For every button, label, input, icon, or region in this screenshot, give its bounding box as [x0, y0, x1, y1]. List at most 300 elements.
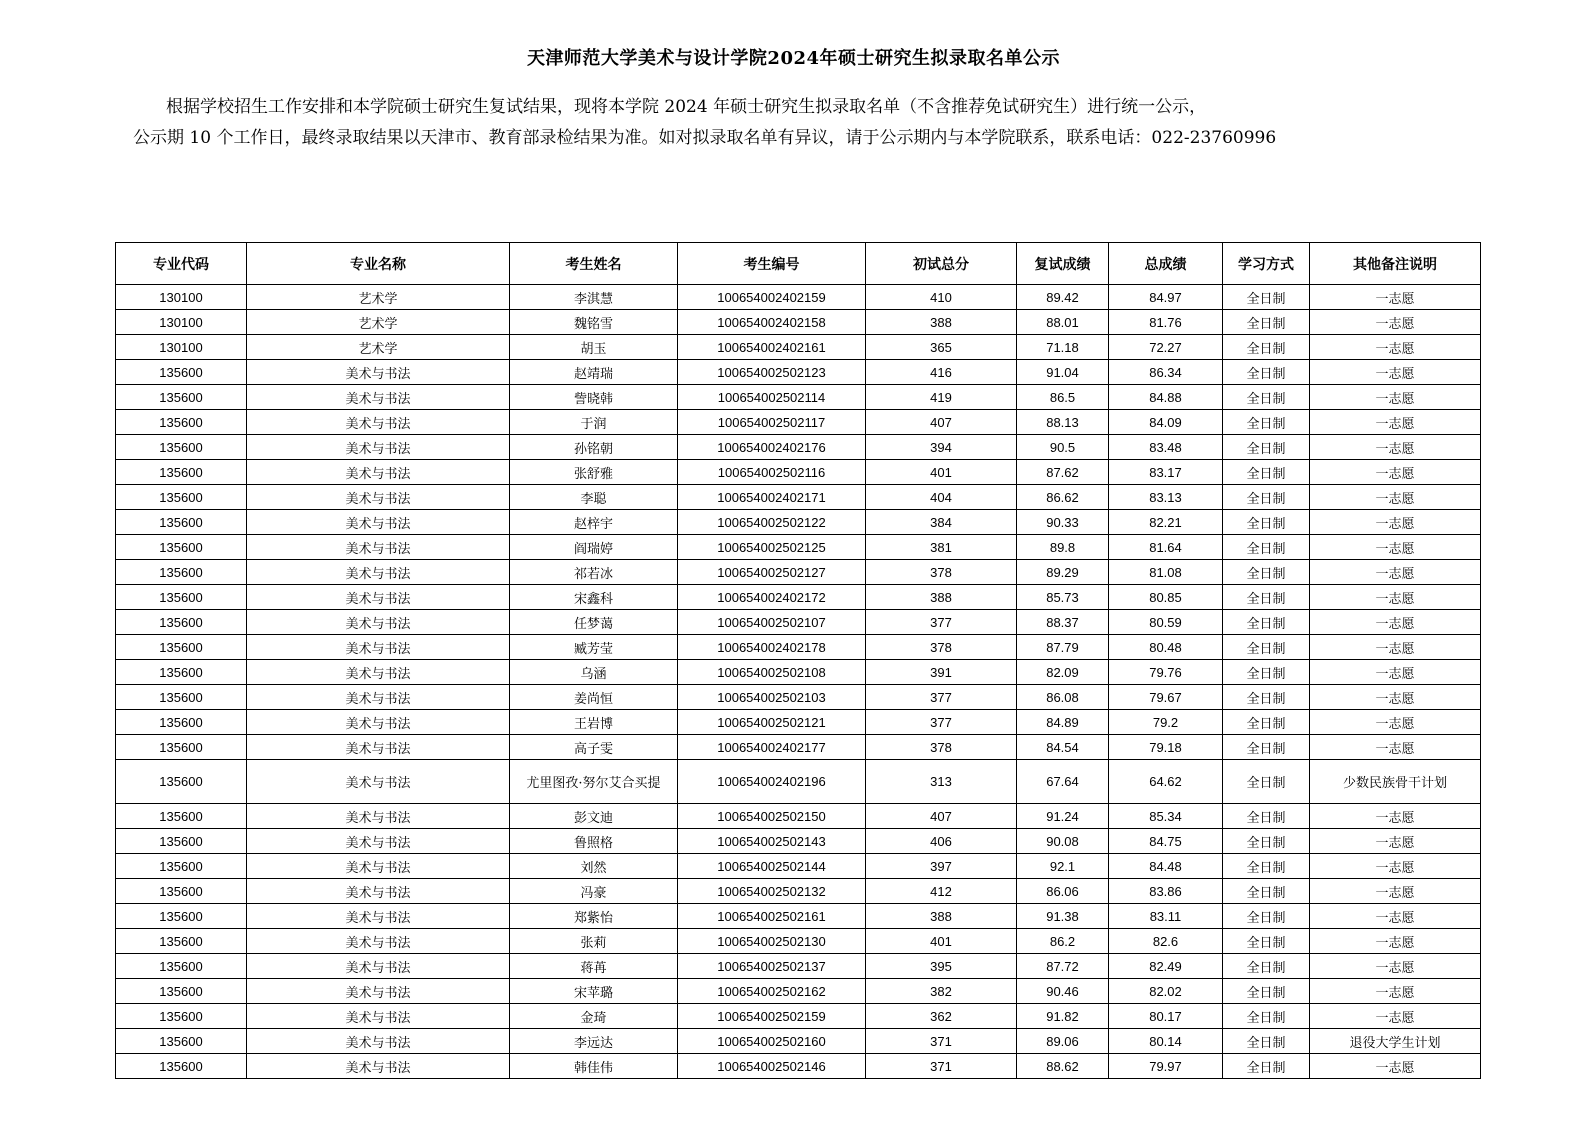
- candidate-name-cell: 李聪: [510, 485, 678, 510]
- study-mode-cell: 全日制: [1223, 535, 1310, 560]
- total-score-cell: 64.62: [1109, 760, 1223, 804]
- table-row: [116, 660, 1481, 685]
- candidate-number-cell: 100654002502161: [678, 904, 866, 929]
- total-score-cell: 82.6: [1109, 929, 1223, 954]
- total-score-cell: 86.34: [1109, 360, 1223, 385]
- major-name-cell: 美术与书法: [247, 879, 510, 904]
- major-name-cell: 美术与书法: [247, 610, 510, 635]
- initial-score-cell: 412: [866, 879, 1017, 904]
- major-code-cell: 135600: [116, 685, 247, 710]
- candidate-number-cell: 100654002502132: [678, 879, 866, 904]
- major-code-cell: 135600: [116, 360, 247, 385]
- total-score-cell: 83.17: [1109, 460, 1223, 485]
- major-code-cell: 135600: [116, 804, 247, 829]
- major-name-cell: 美术与书法: [247, 560, 510, 585]
- remarks-cell: 一志愿: [1310, 435, 1481, 460]
- study-mode-cell: 全日制: [1223, 760, 1310, 804]
- table-row: [116, 760, 1481, 804]
- major-name-cell: 美术与书法: [247, 760, 510, 804]
- study-mode-cell: 全日制: [1223, 954, 1310, 979]
- major-name-cell: 美术与书法: [247, 635, 510, 660]
- header-total-score: 总成绩: [1109, 243, 1223, 285]
- retest-score-cell: 90.33: [1017, 510, 1109, 535]
- candidate-number-cell: 100654002502150: [678, 804, 866, 829]
- major-code-cell: 135600: [116, 879, 247, 904]
- total-score-cell: 82.02: [1109, 979, 1223, 1004]
- study-mode-cell: 全日制: [1223, 854, 1310, 879]
- major-code-cell: 135600: [116, 760, 247, 804]
- major-code-cell: 135600: [116, 854, 247, 879]
- total-score-cell: 81.76: [1109, 310, 1223, 335]
- candidate-name-cell: 郑紫怡: [510, 904, 678, 929]
- study-mode-cell: 全日制: [1223, 1054, 1310, 1079]
- major-code-cell: 130100: [116, 335, 247, 360]
- major-code-cell: 135600: [116, 510, 247, 535]
- total-score-cell: 72.27: [1109, 335, 1223, 360]
- table-row: [116, 954, 1481, 979]
- retest-score-cell: 87.79: [1017, 635, 1109, 660]
- candidate-number-cell: 100654002402176: [678, 435, 866, 460]
- major-code-cell: 135600: [116, 435, 247, 460]
- major-name-cell: 美术与书法: [247, 979, 510, 1004]
- initial-score-cell: 378: [866, 635, 1017, 660]
- header-candidate-number: 考生编号: [678, 243, 866, 285]
- remarks-cell: 一志愿: [1310, 929, 1481, 954]
- remarks-cell: 一志愿: [1310, 610, 1481, 635]
- study-mode-cell: 全日制: [1223, 879, 1310, 904]
- initial-score-cell: 371: [866, 1054, 1017, 1079]
- candidate-name-cell: 阎瑞婷: [510, 535, 678, 560]
- table-row: [116, 904, 1481, 929]
- retest-score-cell: 91.04: [1017, 360, 1109, 385]
- candidate-number-cell: 100654002502130: [678, 929, 866, 954]
- study-mode-cell: 全日制: [1223, 735, 1310, 760]
- candidate-name-cell: 张莉: [510, 929, 678, 954]
- candidate-name-cell: 胡玉: [510, 335, 678, 360]
- major-code-cell: 135600: [116, 1029, 247, 1054]
- major-code-cell: 135600: [116, 904, 247, 929]
- initial-score-cell: 401: [866, 929, 1017, 954]
- study-mode-cell: 全日制: [1223, 560, 1310, 585]
- total-score-cell: 80.14: [1109, 1029, 1223, 1054]
- header-major-name: 专业名称: [247, 243, 510, 285]
- retest-score-cell: 82.09: [1017, 660, 1109, 685]
- remarks-cell: 一志愿: [1310, 979, 1481, 1004]
- remarks-cell: 一志愿: [1310, 410, 1481, 435]
- table-row: [116, 485, 1481, 510]
- major-code-cell: 135600: [116, 1054, 247, 1079]
- candidate-name-cell: 李淇慧: [510, 285, 678, 310]
- table-row: [116, 735, 1481, 760]
- major-name-cell: 美术与书法: [247, 1029, 510, 1054]
- remarks-cell: 一志愿: [1310, 854, 1481, 879]
- retest-score-cell: 86.06: [1017, 879, 1109, 904]
- major-code-cell: 135600: [116, 979, 247, 1004]
- total-score-cell: 79.76: [1109, 660, 1223, 685]
- candidate-name-cell: 韩佳伟: [510, 1054, 678, 1079]
- major-name-cell: 美术与书法: [247, 1004, 510, 1029]
- remarks-cell: 一志愿: [1310, 735, 1481, 760]
- total-score-cell: 80.59: [1109, 610, 1223, 635]
- candidate-name-cell: 冯豪: [510, 879, 678, 904]
- header-study-mode: 学习方式: [1223, 243, 1310, 285]
- retest-score-cell: 87.62: [1017, 460, 1109, 485]
- candidate-name-cell: 魏铭雪: [510, 310, 678, 335]
- candidate-name-cell: 李远达: [510, 1029, 678, 1054]
- major-code-cell: 135600: [116, 385, 247, 410]
- remarks-cell: 一志愿: [1310, 460, 1481, 485]
- table-row: [116, 435, 1481, 460]
- total-score-cell: 83.13: [1109, 485, 1223, 510]
- retest-score-cell: 86.08: [1017, 685, 1109, 710]
- admission-table: [115, 242, 1481, 1079]
- major-name-cell: 美术与书法: [247, 954, 510, 979]
- retest-score-cell: 92.1: [1017, 854, 1109, 879]
- candidate-number-cell: 100654002402159: [678, 285, 866, 310]
- remarks-cell: 一志愿: [1310, 510, 1481, 535]
- remarks-cell: 一志愿: [1310, 585, 1481, 610]
- remarks-cell: 一志愿: [1310, 685, 1481, 710]
- retest-score-cell: 86.2: [1017, 929, 1109, 954]
- major-name-cell: 美术与书法: [247, 735, 510, 760]
- table-row: [116, 829, 1481, 854]
- candidate-name-cell: 尤里图孜·努尔艾合买提: [510, 760, 678, 804]
- study-mode-cell: 全日制: [1223, 1004, 1310, 1029]
- major-name-cell: 美术与书法: [247, 385, 510, 410]
- initial-score-cell: 362: [866, 1004, 1017, 1029]
- study-mode-cell: 全日制: [1223, 510, 1310, 535]
- candidate-number-cell: 100654002502162: [678, 979, 866, 1004]
- candidate-name-cell: 赵靖瑞: [510, 360, 678, 385]
- table-row: [116, 804, 1481, 829]
- candidate-name-cell: 蒋苒: [510, 954, 678, 979]
- retest-score-cell: 89.29: [1017, 560, 1109, 585]
- table-row: [116, 610, 1481, 635]
- total-score-cell: 79.18: [1109, 735, 1223, 760]
- major-name-cell: 美术与书法: [247, 510, 510, 535]
- table-header-row: [116, 243, 1481, 285]
- candidate-number-cell: 100654002502125: [678, 535, 866, 560]
- candidate-name-cell: 刘然: [510, 854, 678, 879]
- initial-score-cell: 401: [866, 460, 1017, 485]
- candidate-number-cell: 100654002402177: [678, 735, 866, 760]
- major-name-cell: 艺术学: [247, 285, 510, 310]
- remarks-cell: 一志愿: [1310, 879, 1481, 904]
- initial-score-cell: 388: [866, 585, 1017, 610]
- candidate-number-cell: 100654002402161: [678, 335, 866, 360]
- intro-paragraph: [0, 92, 1587, 154]
- initial-score-cell: 377: [866, 685, 1017, 710]
- major-code-cell: 135600: [116, 485, 247, 510]
- retest-score-cell: 91.82: [1017, 1004, 1109, 1029]
- table-row: [116, 854, 1481, 879]
- major-code-cell: 130100: [116, 285, 247, 310]
- candidate-name-cell: 赵梓宇: [510, 510, 678, 535]
- retest-score-cell: 85.73: [1017, 585, 1109, 610]
- study-mode-cell: 全日制: [1223, 585, 1310, 610]
- candidate-number-cell: 100654002502108: [678, 660, 866, 685]
- candidate-name-cell: 宋鑫科: [510, 585, 678, 610]
- study-mode-cell: 全日制: [1223, 310, 1310, 335]
- candidate-number-cell: 100654002502144: [678, 854, 866, 879]
- remarks-cell: 一志愿: [1310, 635, 1481, 660]
- initial-score-cell: 397: [866, 854, 1017, 879]
- initial-score-cell: 384: [866, 510, 1017, 535]
- major-code-cell: 135600: [116, 460, 247, 485]
- table-row: [116, 879, 1481, 904]
- major-name-cell: 美术与书法: [247, 904, 510, 929]
- total-score-cell: 79.97: [1109, 1054, 1223, 1079]
- header-remarks: 其他备注说明: [1310, 243, 1481, 285]
- table-row: [116, 1004, 1481, 1029]
- candidate-name-cell: 金琦: [510, 1004, 678, 1029]
- candidate-name-cell: 王岩博: [510, 710, 678, 735]
- candidate-name-cell: 于润: [510, 410, 678, 435]
- retest-score-cell: 90.46: [1017, 979, 1109, 1004]
- retest-score-cell: 86.5: [1017, 385, 1109, 410]
- candidate-number-cell: 100654002502160: [678, 1029, 866, 1054]
- major-name-cell: 美术与书法: [247, 829, 510, 854]
- remarks-cell: 一志愿: [1310, 1004, 1481, 1029]
- study-mode-cell: 全日制: [1223, 804, 1310, 829]
- major-name-cell: 美术与书法: [247, 435, 510, 460]
- candidate-number-cell: 100654002502117: [678, 410, 866, 435]
- major-name-cell: 美术与书法: [247, 360, 510, 385]
- remarks-cell: 一志愿: [1310, 385, 1481, 410]
- table-row: [116, 635, 1481, 660]
- study-mode-cell: 全日制: [1223, 904, 1310, 929]
- candidate-number-cell: 100654002502159: [678, 1004, 866, 1029]
- major-name-cell: 艺术学: [247, 310, 510, 335]
- initial-score-cell: 381: [866, 535, 1017, 560]
- candidate-name-cell: 鲁照格: [510, 829, 678, 854]
- candidate-name-cell: 张舒雅: [510, 460, 678, 485]
- retest-score-cell: 89.42: [1017, 285, 1109, 310]
- study-mode-cell: 全日制: [1223, 660, 1310, 685]
- retest-score-cell: 91.24: [1017, 804, 1109, 829]
- remarks-cell: 少数民族骨干计划: [1310, 760, 1481, 804]
- study-mode-cell: 全日制: [1223, 460, 1310, 485]
- total-score-cell: 81.08: [1109, 560, 1223, 585]
- major-name-cell: 美术与书法: [247, 660, 510, 685]
- retest-score-cell: 88.01: [1017, 310, 1109, 335]
- major-name-cell: 美术与书法: [247, 854, 510, 879]
- total-score-cell: 82.49: [1109, 954, 1223, 979]
- major-code-cell: 135600: [116, 635, 247, 660]
- candidate-name-cell: 彭文迪: [510, 804, 678, 829]
- candidate-name-cell: 任梦蔼: [510, 610, 678, 635]
- header-retest-score: 复试成绩: [1017, 243, 1109, 285]
- candidate-number-cell: 100654002502121: [678, 710, 866, 735]
- total-score-cell: 84.75: [1109, 829, 1223, 854]
- retest-score-cell: 71.18: [1017, 335, 1109, 360]
- table-row: [116, 360, 1481, 385]
- table-row: [116, 510, 1481, 535]
- initial-score-cell: 313: [866, 760, 1017, 804]
- major-code-cell: 135600: [116, 585, 247, 610]
- study-mode-cell: 全日制: [1223, 485, 1310, 510]
- total-score-cell: 85.34: [1109, 804, 1223, 829]
- initial-score-cell: 388: [866, 904, 1017, 929]
- retest-score-cell: 67.64: [1017, 760, 1109, 804]
- study-mode-cell: 全日制: [1223, 710, 1310, 735]
- header-initial-score: 初试总分: [866, 243, 1017, 285]
- study-mode-cell: 全日制: [1223, 979, 1310, 1004]
- table-row: [116, 410, 1481, 435]
- retest-score-cell: 90.5: [1017, 435, 1109, 460]
- candidate-name-cell: 訾晓韩: [510, 385, 678, 410]
- retest-score-cell: 88.62: [1017, 1054, 1109, 1079]
- table-row: [116, 585, 1481, 610]
- candidate-number-cell: 100654002402158: [678, 310, 866, 335]
- table-row: [116, 1054, 1481, 1079]
- table-row: [116, 929, 1481, 954]
- table-row: [116, 710, 1481, 735]
- table-row: [116, 979, 1481, 1004]
- initial-score-cell: 382: [866, 979, 1017, 1004]
- total-score-cell: 83.11: [1109, 904, 1223, 929]
- study-mode-cell: 全日制: [1223, 829, 1310, 854]
- candidate-number-cell: 100654002402178: [678, 635, 866, 660]
- retest-score-cell: 84.89: [1017, 710, 1109, 735]
- table-row: [116, 560, 1481, 585]
- study-mode-cell: 全日制: [1223, 435, 1310, 460]
- major-code-cell: 135600: [116, 929, 247, 954]
- intro-line-2: 公示期 10 个工作日，最终录取结果以天津市、教育部录检结果为准。如对拟录取名单有异议，请于公示期内与本学院联系，联系电话：022-23760996: [133, 128, 1277, 148]
- total-score-cell: 84.48: [1109, 854, 1223, 879]
- initial-score-cell: 404: [866, 485, 1017, 510]
- retest-score-cell: 88.13: [1017, 410, 1109, 435]
- major-name-cell: 美术与书法: [247, 685, 510, 710]
- remarks-cell: 一志愿: [1310, 829, 1481, 854]
- candidate-name-cell: 姜尚恒: [510, 685, 678, 710]
- total-score-cell: 80.17: [1109, 1004, 1223, 1029]
- initial-score-cell: 378: [866, 560, 1017, 585]
- remarks-cell: 一志愿: [1310, 660, 1481, 685]
- total-score-cell: 79.2: [1109, 710, 1223, 735]
- candidate-number-cell: 100654002502146: [678, 1054, 866, 1079]
- candidate-name-cell: 孙铭朝: [510, 435, 678, 460]
- total-score-cell: 83.86: [1109, 879, 1223, 904]
- total-score-cell: 80.85: [1109, 585, 1223, 610]
- major-code-cell: 135600: [116, 410, 247, 435]
- study-mode-cell: 全日制: [1223, 1029, 1310, 1054]
- remarks-cell: 一志愿: [1310, 360, 1481, 385]
- study-mode-cell: 全日制: [1223, 335, 1310, 360]
- remarks-cell: 一志愿: [1310, 1054, 1481, 1079]
- initial-score-cell: 394: [866, 435, 1017, 460]
- initial-score-cell: 395: [866, 954, 1017, 979]
- retest-score-cell: 91.38: [1017, 904, 1109, 929]
- major-code-cell: 135600: [116, 735, 247, 760]
- major-name-cell: 美术与书法: [247, 1054, 510, 1079]
- initial-score-cell: 419: [866, 385, 1017, 410]
- retest-score-cell: 90.08: [1017, 829, 1109, 854]
- candidate-number-cell: 100654002402171: [678, 485, 866, 510]
- candidate-number-cell: 100654002502103: [678, 685, 866, 710]
- remarks-cell: 一志愿: [1310, 535, 1481, 560]
- initial-score-cell: 407: [866, 804, 1017, 829]
- retest-score-cell: 88.37: [1017, 610, 1109, 635]
- candidate-number-cell: 100654002502123: [678, 360, 866, 385]
- remarks-cell: 退役大学生计划: [1310, 1029, 1481, 1054]
- major-code-cell: 135600: [116, 660, 247, 685]
- remarks-cell: 一志愿: [1310, 560, 1481, 585]
- table-row: [116, 1029, 1481, 1054]
- retest-score-cell: 89.8: [1017, 535, 1109, 560]
- remarks-cell: 一志愿: [1310, 954, 1481, 979]
- candidate-name-cell: 宋苹璐: [510, 979, 678, 1004]
- retest-score-cell: 89.06: [1017, 1029, 1109, 1054]
- total-score-cell: 84.97: [1109, 285, 1223, 310]
- major-name-cell: 美术与书法: [247, 710, 510, 735]
- major-name-cell: 美术与书法: [247, 929, 510, 954]
- initial-score-cell: 407: [866, 410, 1017, 435]
- table-row: [116, 385, 1481, 410]
- study-mode-cell: 全日制: [1223, 385, 1310, 410]
- major-name-cell: 美术与书法: [247, 804, 510, 829]
- major-name-cell: 美术与书法: [247, 460, 510, 485]
- major-name-cell: 美术与书法: [247, 585, 510, 610]
- table-row: [116, 685, 1481, 710]
- initial-score-cell: 378: [866, 735, 1017, 760]
- candidate-number-cell: 100654002502116: [678, 460, 866, 485]
- remarks-cell: 一志愿: [1310, 310, 1481, 335]
- candidate-number-cell: 100654002402172: [678, 585, 866, 610]
- total-score-cell: 84.88: [1109, 385, 1223, 410]
- major-name-cell: 美术与书法: [247, 535, 510, 560]
- candidate-number-cell: 100654002502137: [678, 954, 866, 979]
- candidate-number-cell: 100654002402196: [678, 760, 866, 804]
- initial-score-cell: 377: [866, 710, 1017, 735]
- header-candidate-name: 考生姓名: [510, 243, 678, 285]
- initial-score-cell: 388: [866, 310, 1017, 335]
- remarks-cell: 一志愿: [1310, 710, 1481, 735]
- remarks-cell: 一志愿: [1310, 485, 1481, 510]
- major-name-cell: 美术与书法: [247, 485, 510, 510]
- retest-score-cell: 84.54: [1017, 735, 1109, 760]
- total-score-cell: 80.48: [1109, 635, 1223, 660]
- remarks-cell: 一志愿: [1310, 904, 1481, 929]
- initial-score-cell: 391: [866, 660, 1017, 685]
- table-body: [116, 285, 1481, 1079]
- candidate-name-cell: 乌涵: [510, 660, 678, 685]
- retest-score-cell: 86.62: [1017, 485, 1109, 510]
- table-row: [116, 535, 1481, 560]
- major-code-cell: 135600: [116, 560, 247, 585]
- total-score-cell: 79.67: [1109, 685, 1223, 710]
- table-row: [116, 460, 1481, 485]
- candidate-number-cell: 100654002502122: [678, 510, 866, 535]
- intro-line-1: 根据学校招生工作安排和本学院硕士研究生复试结果，现将本学院 2024 年硕士研究生拟录取名单（不含推荐免试研究生）进行统一公示，: [166, 97, 1207, 117]
- study-mode-cell: 全日制: [1223, 635, 1310, 660]
- major-code-cell: 130100: [116, 310, 247, 335]
- candidate-name-cell: 高子雯: [510, 735, 678, 760]
- table-row: [116, 335, 1481, 360]
- initial-score-cell: 416: [866, 360, 1017, 385]
- remarks-cell: 一志愿: [1310, 335, 1481, 360]
- major-code-cell: 135600: [116, 829, 247, 854]
- study-mode-cell: 全日制: [1223, 410, 1310, 435]
- study-mode-cell: 全日制: [1223, 685, 1310, 710]
- initial-score-cell: 365: [866, 335, 1017, 360]
- candidate-number-cell: 100654002502127: [678, 560, 866, 585]
- total-score-cell: 81.64: [1109, 535, 1223, 560]
- major-code-cell: 135600: [116, 1004, 247, 1029]
- initial-score-cell: 406: [866, 829, 1017, 854]
- retest-score-cell: 87.72: [1017, 954, 1109, 979]
- table-row: [116, 285, 1481, 310]
